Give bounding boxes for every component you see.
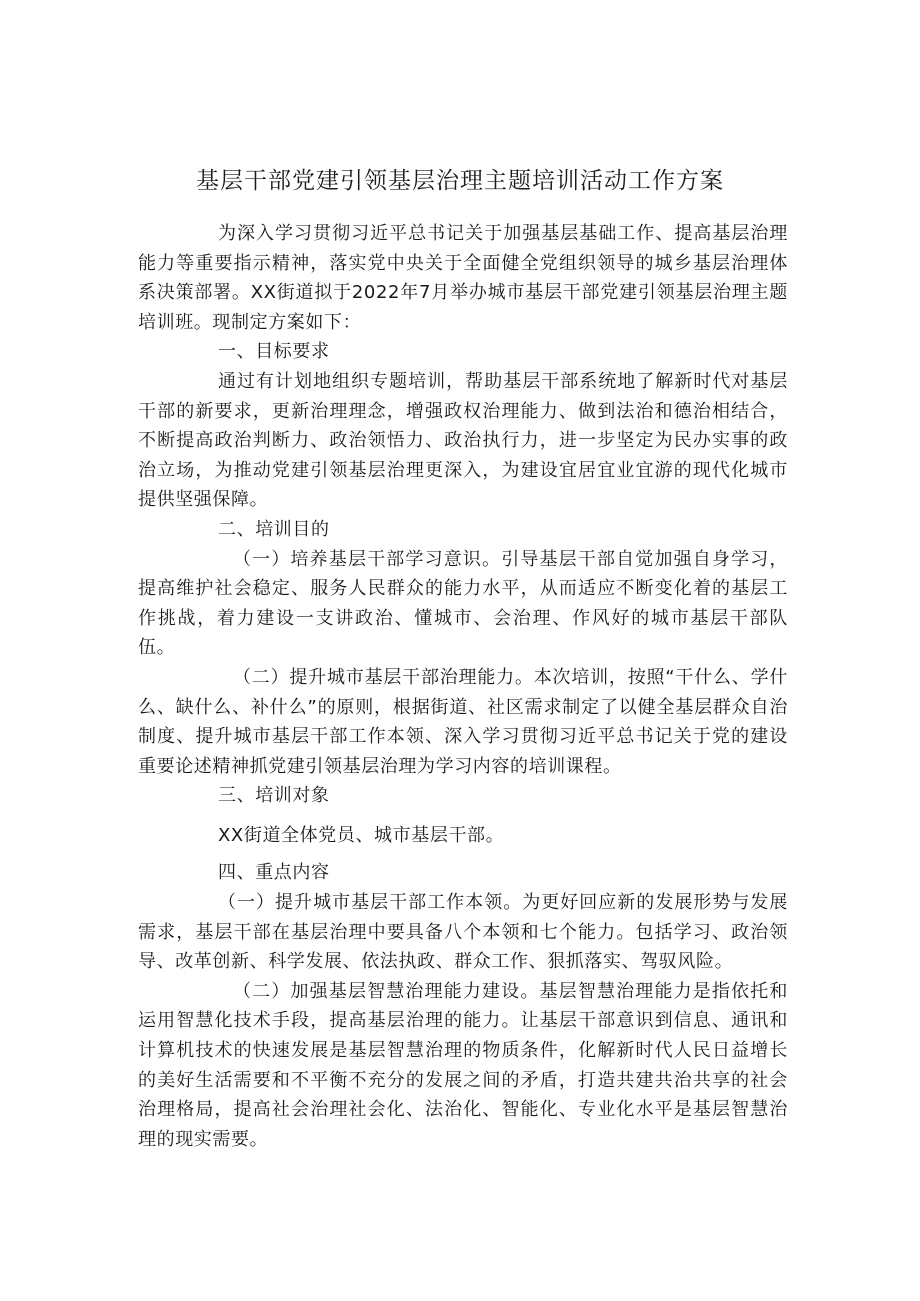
section-heading-audience: 三、培训对象	[218, 785, 330, 807]
section-heading-purpose: 二、培训目的	[218, 518, 330, 540]
section-heading-key-content: 四、重点内容	[218, 862, 330, 884]
section-heading-goals: 一、目标要求	[218, 341, 330, 363]
key-content-item-2: （二）加强基层智慧治理能力建设。基层智慧治理能力是指依托和运用智慧化技术手段，提高基层治理的能力。让基层干部意识到信息、通讯和计算机技术的快速发展是基层智慧治理的物质条件，化解新时代人民日益增长的美好生活需要和不平衡不充分的发展之间的矛盾，打造共建共治共享的社会治理格局，提高社会治理社会化、法治化、智能化、专业化水平是基层智慧治理的现实需要。	[138, 980, 788, 1150]
document-title: 基层干部党建引领基层治理主题培训活动工作方案	[196, 168, 724, 194]
purpose-item-2: （二）提升城市基层干部治理能力。本次培训，按照“干什么、学什么、缺什么、补什么”的原则，根据街道、社区需求制定了以健全基层群众自治制度、提升城市基层干部工作本领、深入学习贯彻习近平总书记关于党的建设重要论述精神抓党建引领基层治理为学习内容的培训课程。	[138, 666, 788, 777]
intro-paragraph: 为深入学习贯彻习近平总书记关于加强基层基础工作、提高基层治理能力等重要指示精神，落实党中央关于全面健全党组织领导的城乡基层治理体系决策部署。XX街道拟于2022年7月举办城市基层干部党建引领基层治理主题培训班。现制定方案如下：	[138, 223, 788, 333]
goals-paragraph: 通过有计划地组织专题培训，帮助基层干部系统地了解新时代对基层干部的新要求，更新治理理念，增强政权治理能力、做到法治和德治相结合，不断提高政治判断力、政治领悟力、政治执行力，进一步坚定为民办实事的政治立场，为推动党建引领基层治理更深入，为建设宜居宜业宜游的现代化城市提供坚强保障。	[138, 370, 788, 511]
audience-paragraph: XX街道全体党员、城市基层干部。	[218, 824, 505, 846]
purpose-item-1: （一）培养基层干部学习意识。引导基层干部自觉加强自身学习，提高维护社会稳定、服务人民群众的能力水平，从而适应不断变化着的基层工作挑战，着力建设一支讲政治、懂城市、会治理、作风好的城市基层干部队伍。	[138, 548, 788, 659]
key-content-item-1: （一）提升城市基层干部工作本领。为更好回应新的发展形势与发展需求，基层干部在基层治理中要具备八个本领和七个能力。包括学习、政治领导、改革创新、科学发展、依法执政、群众工作、狠抓落实、驾驭风险。	[138, 892, 788, 973]
document-body	[138, 219, 788, 1154]
